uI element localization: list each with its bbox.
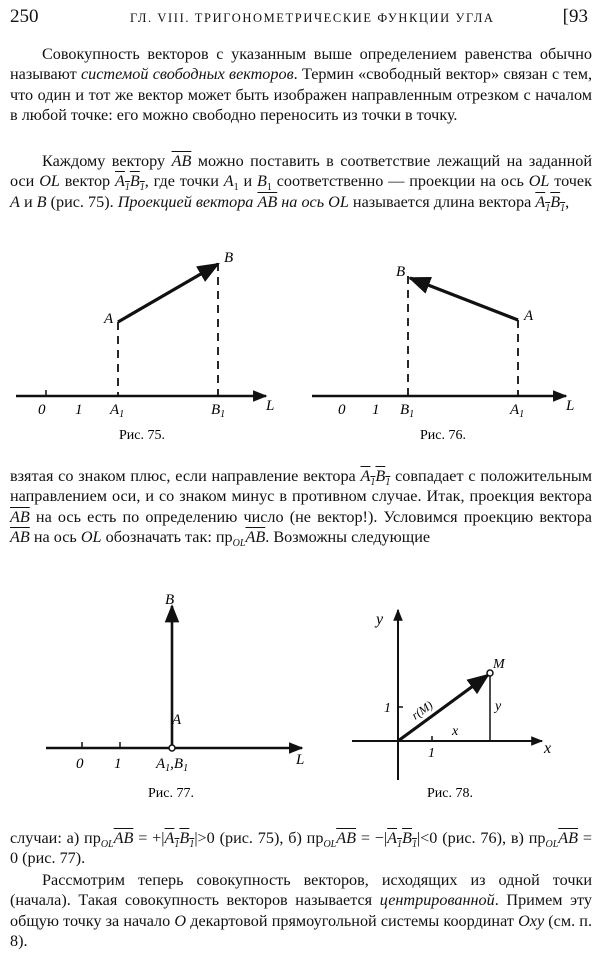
figure-77-78 (0, 585, 600, 815)
fig76-label-l: L (566, 398, 575, 414)
paragraph-sign-convention: взятая со знаком плюс, если направление вектора $A_1B_1$ совпадает с положительным направлением оси, и со знаком минус в противном случае. Итак, проекция вектора $\overline{AB}$ на ось есть по определению число (не вектор!). Условимся проекцию вектора $\overline{AB}$ на ось OL обозначать так: $пр_{OL}\overline{AB}$. Возможны следующие (10, 467, 592, 550)
fig75-label-a1: $A_1$ (110, 402, 125, 420)
fig76-vector-ab (410, 278, 518, 320)
paragraph-centered-vectors: Рассмотрим теперь совокупность векторов, исходящих из одной точки (начала). Такая совокупность векторов называется центрированной. Примем эту общую точку за начало O декартовой прямоугольной системы координат Oxy (см. п. 8). (10, 871, 592, 951)
fig77-label-l: L (296, 752, 305, 768)
page-number: 250 (10, 6, 39, 27)
paragraph-projection-definition: Каждому вектору $\overline{AB}$ можно поставить в соответствие лежащий на заданной оси OL вектор $A_1B_1$, где точки $A_1$ и $B_1$ соответственно — проекции на ось OL точек A и B (рис. 75). Проекцией вектора $\overline{AB}$ на ось OL называется длина вектора $A_1B_1$, (10, 152, 593, 215)
fig76-label-b1: $B_1$ (400, 402, 415, 420)
fig76-label-a1: $A_1$ (510, 402, 525, 420)
figure-75-76 (0, 242, 600, 462)
paragraph-free-vectors: Совокупность векторов с указанным выше определением равенства обычно называют системой свободных векторов. Термин «свободный вектор» связан с тем, что один и тот же вектор может быть изображен направленным отрезком с началом в любой точке: его можно свободно переносить из точки в точку. (10, 45, 592, 125)
fig77-label-one: 1 (114, 756, 122, 772)
fig77-point-a (169, 745, 175, 751)
fig78-label-one-y: 1 (384, 701, 391, 716)
fig75-caption: Рис. 75. (119, 428, 165, 443)
fig78-label-r: r(M) (408, 697, 436, 723)
fig76-caption: Рис. 76. (420, 428, 466, 443)
fig77-label-a1b1: $A_1,B_1$ (156, 756, 189, 774)
section-number: [93 (562, 6, 588, 27)
paragraph-cases: случаи: а) $пр_{OL}\overline{AB} = +|A_1B_1|>0$ (рис. 75), б) $пр_{OL}\overline{AB} = -|A_1B_1|<0$ (рис. 76), в) $пр_{OL}\overline{AB} = 0$ (рис. 77). (10, 829, 592, 868)
fig75-label-l: L (266, 398, 275, 414)
fig77-label-zero: 0 (76, 756, 84, 772)
fig78-label-x-axis: x (544, 740, 552, 757)
fig75-label-zero: 0 (38, 402, 46, 418)
fig75-vector-ab (118, 264, 218, 322)
fig75-label-a: A (104, 311, 114, 327)
fig78-label-y: y (495, 699, 502, 714)
fig76-label-one: 1 (372, 402, 380, 418)
fig77-label-a: A (172, 712, 182, 728)
chapter-title: ГЛ. VIII. ТРИГОНОМЕТРИЧЕСКИЕ ФУНКЦИИ УГЛА (130, 11, 495, 25)
fig75-label-b: B (224, 250, 234, 266)
fig78-label-x: x (452, 724, 459, 739)
fig76-label-zero: 0 (338, 402, 346, 418)
fig77-caption: Рис. 77. (148, 786, 194, 801)
fig77-label-b: B (165, 592, 175, 608)
fig78-label-one-x: 1 (428, 746, 435, 761)
fig75-label-b1: $B_1$ (211, 402, 226, 420)
fig78-label-y-axis: y (376, 611, 384, 628)
fig78-caption: Рис. 78. (427, 786, 473, 801)
fig75-label-one: 1 (75, 402, 83, 418)
fig78-label-m: M (493, 657, 505, 672)
fig76-label-b: B (396, 264, 406, 280)
fig76-label-a: A (524, 308, 534, 324)
